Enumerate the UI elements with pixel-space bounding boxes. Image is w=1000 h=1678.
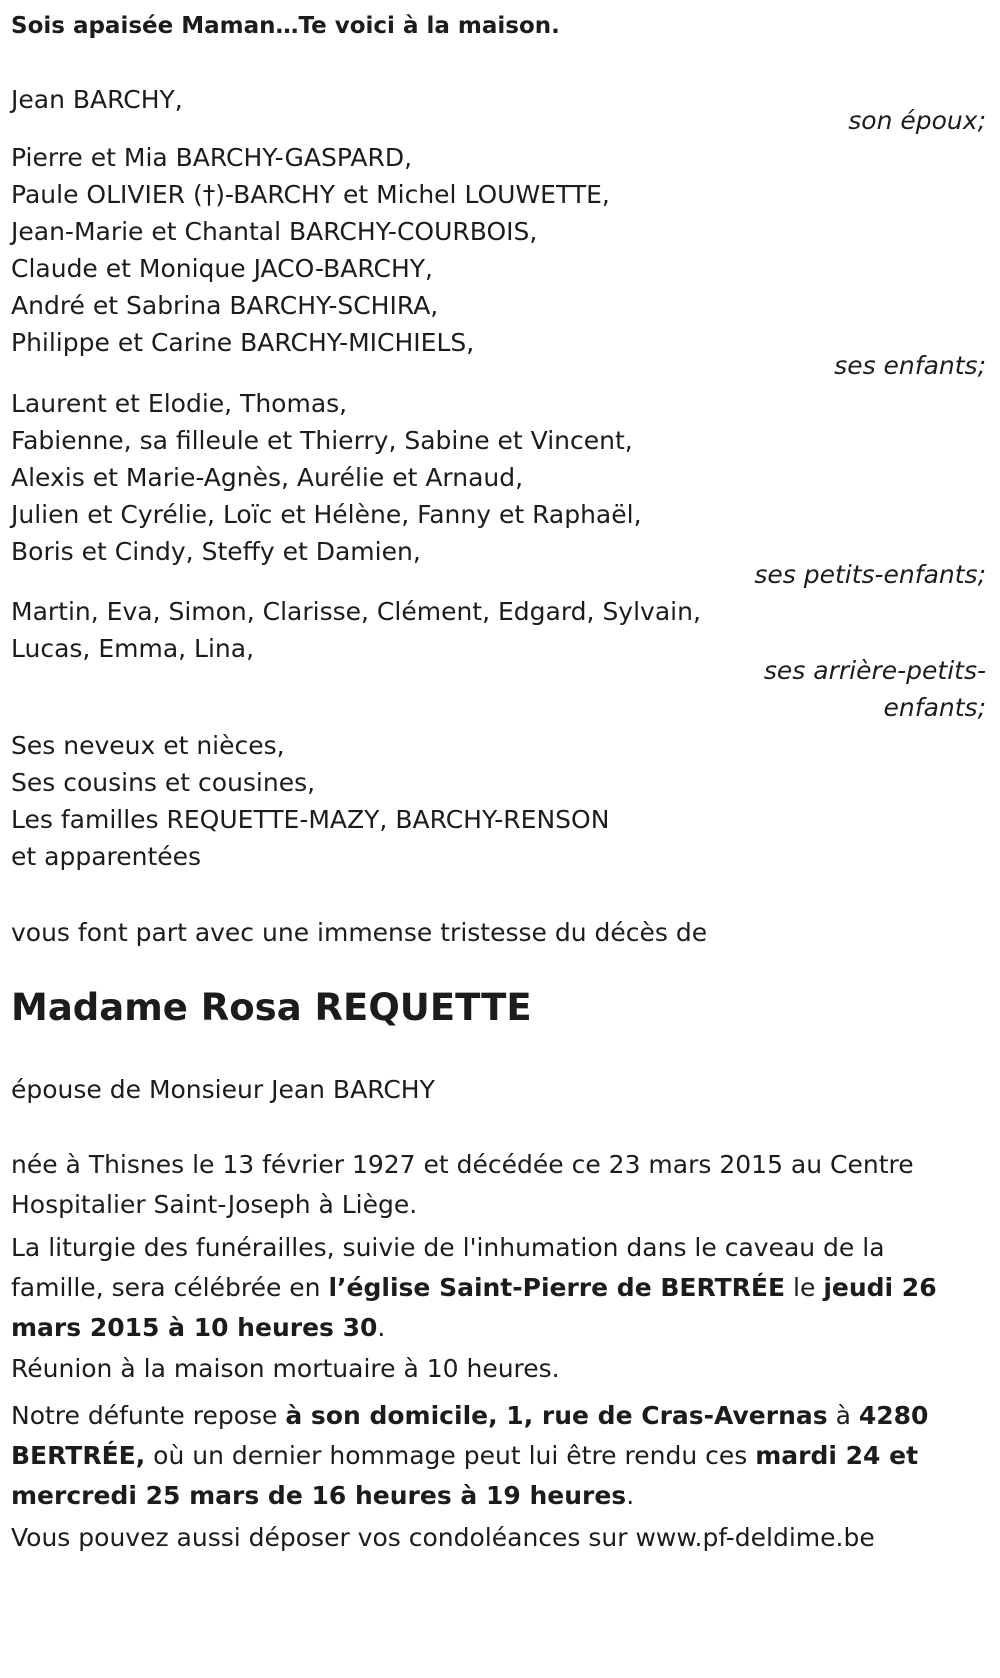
role-children: ses enfants; bbox=[834, 351, 986, 380]
list-item: Paule OLIVIER (†)-BARCHY et Michel LOUWETTE, bbox=[11, 180, 610, 209]
repose-text: où un dernier hommage peut lui être rendu ces bbox=[145, 1441, 756, 1470]
list-item: Ses neveux et nièces, bbox=[11, 731, 285, 760]
liturgy-text: . bbox=[377, 1313, 386, 1342]
church-name: l’église Saint-Pierre de BERTRÉE bbox=[328, 1273, 786, 1302]
list-item: André et Sabrina BARCHY-SCHIRA, bbox=[11, 291, 439, 320]
headline: Sois apaisée Maman…Te voici à la maison. bbox=[11, 13, 560, 39]
spouse-of: épouse de Monsieur Jean BARCHY bbox=[11, 1075, 435, 1104]
list-item: Ses cousins et cousines, bbox=[11, 768, 316, 797]
deceased-name: Madame Rosa REQUETTE bbox=[11, 986, 532, 1029]
role-spouse: son époux; bbox=[848, 106, 986, 135]
role-grandchildren: ses petits-enfants; bbox=[754, 560, 986, 589]
liturgy-text: le bbox=[785, 1273, 824, 1302]
repose-address: à son domicile, 1, rue de Cras-Avernas bbox=[285, 1401, 828, 1430]
list-item: Claude et Monique JACO-BARCHY, bbox=[11, 254, 433, 283]
role-great-grandchildren-line2: enfants; bbox=[883, 693, 986, 722]
repose-text: Notre défunte repose bbox=[11, 1401, 286, 1430]
liturgy-text: La liturgie des funérailles, suivie de l'inhumation dans le caveau de la famille, sera célébrée en bbox=[11, 1233, 885, 1302]
repose-text: . bbox=[626, 1481, 635, 1510]
repose bbox=[11, 1396, 951, 1516]
visiting-hours: mardi 24 et mercredi 25 mars de 16 heures à 19 heures bbox=[11, 1441, 919, 1510]
other-relatives bbox=[11, 726, 991, 877]
list-item: Martin, Eva, Simon, Clarisse, Clément, Edgard, Sylvain, bbox=[11, 597, 701, 626]
list-item: Julien et Cyrélie, Loïc et Hélène, Fanny et Raphaël, bbox=[11, 500, 642, 529]
list-item: Philippe et Carine BARCHY-MICHIELS, bbox=[11, 328, 475, 357]
list-item: et apparentées bbox=[11, 842, 202, 871]
reunion: Réunion à la maison mortuaire à 10 heures. bbox=[11, 1354, 560, 1383]
liturgy bbox=[11, 1228, 951, 1348]
list-item: Lucas, Emma, Lina, bbox=[11, 634, 255, 663]
list-item: Les familles REQUETTE-MAZY, BARCHY-RENSON bbox=[11, 805, 610, 834]
announcement: vous font part avec une immense tristesse du décès de bbox=[11, 918, 708, 947]
birth-death: née à Thisnes le 13 février 1927 et décédée ce 23 mars 2015 au Centre Hospitalier Saint-Joseph à Liège. bbox=[11, 1150, 914, 1219]
list-item: Jean-Marie et Chantal BARCHY-COURBOIS, bbox=[11, 217, 538, 246]
funeral-datetime: jeudi 26 mars 2015 à 10 heures 30 bbox=[11, 1273, 937, 1342]
condolences: Vous pouvez aussi déposer vos condoléances sur www.pf-deldime.be bbox=[11, 1523, 875, 1552]
list-item: Boris et Cindy, Steffy et Damien, bbox=[11, 537, 421, 566]
list-item: Alexis et Marie-Agnès, Aurélie et Arnaud, bbox=[11, 463, 524, 492]
children-names bbox=[11, 138, 991, 363]
role-great-grandchildren-line1: ses arrière-petits- bbox=[763, 656, 986, 685]
repose-city: 4280 BERTRÉE, bbox=[11, 1401, 929, 1470]
list-item: Laurent et Elodie, Thomas, bbox=[11, 389, 348, 418]
spouse-names bbox=[11, 80, 991, 120]
list-item: Fabienne, sa filleule et Thierry, Sabine et Vincent, bbox=[11, 426, 633, 455]
list-item: Jean BARCHY, bbox=[11, 85, 183, 114]
repose-text: à bbox=[827, 1401, 859, 1430]
list-item: Pierre et Mia BARCHY-GASPARD, bbox=[11, 143, 413, 172]
grandchildren-names bbox=[11, 384, 991, 572]
